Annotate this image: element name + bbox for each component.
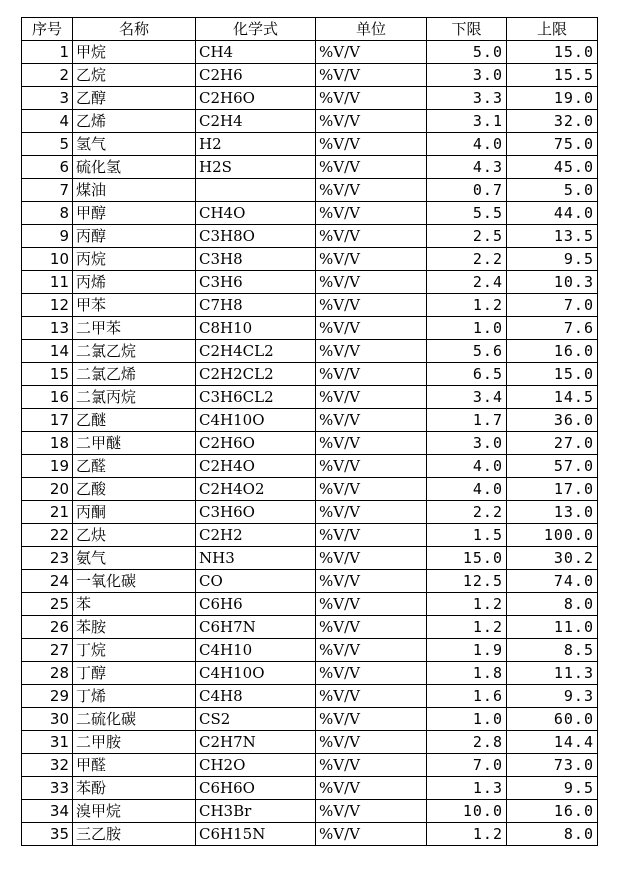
row-unit-cell: %V/V — [316, 294, 427, 317]
row-lower-limit-cell: 1.5 — [427, 524, 507, 547]
row-unit-cell: %V/V — [316, 363, 427, 386]
row-name-cell: 苯 — [73, 593, 196, 616]
row-lower-limit-cell: 3.0 — [427, 432, 507, 455]
row-formula-cell: C6H6 — [196, 593, 316, 616]
row-unit-cell: %V/V — [316, 432, 427, 455]
header-cell-unit: 单位 — [316, 18, 427, 41]
row-index-cell: 11 — [22, 271, 73, 294]
row-index-cell: 14 — [22, 340, 73, 363]
header-row — [22, 18, 598, 41]
row-index-cell: 35 — [22, 823, 73, 846]
row-name-cell: 乙醛 — [73, 455, 196, 478]
row-index-cell: 10 — [22, 248, 73, 271]
row-index-cell: 25 — [22, 593, 73, 616]
row-formula-cell: C4H10O — [196, 409, 316, 432]
row-name-cell: 二甲苯 — [73, 317, 196, 340]
row-name-cell: 乙醇 — [73, 87, 196, 110]
row-upper-limit-cell: 15.0 — [507, 363, 598, 386]
table-row — [22, 478, 598, 501]
row-index-cell: 7 — [22, 179, 73, 202]
row-formula-cell: NH3 — [196, 547, 316, 570]
header-cell-lower-limit: 下限 — [427, 18, 507, 41]
row-name-cell: 甲苯 — [73, 294, 196, 317]
row-unit-cell: %V/V — [316, 731, 427, 754]
table-row — [22, 409, 598, 432]
row-index-cell: 29 — [22, 685, 73, 708]
row-index-cell: 8 — [22, 202, 73, 225]
row-formula-cell: C2H7N — [196, 731, 316, 754]
row-name-cell: 甲醇 — [73, 202, 196, 225]
row-lower-limit-cell: 4.0 — [427, 455, 507, 478]
row-unit-cell: %V/V — [316, 662, 427, 685]
row-name-cell: 氨气 — [73, 547, 196, 570]
table-row — [22, 616, 598, 639]
row-lower-limit-cell: 1.8 — [427, 662, 507, 685]
row-lower-limit-cell: 3.1 — [427, 110, 507, 133]
table-row — [22, 386, 598, 409]
row-index-cell: 23 — [22, 547, 73, 570]
table-row — [22, 524, 598, 547]
row-upper-limit-cell: 60.0 — [507, 708, 598, 731]
table-row — [22, 363, 598, 386]
row-unit-cell: %V/V — [316, 639, 427, 662]
row-formula-cell: C4H10O — [196, 662, 316, 685]
row-index-cell: 16 — [22, 386, 73, 409]
row-unit-cell: %V/V — [316, 570, 427, 593]
header-cell-upper-limit: 上限 — [507, 18, 598, 41]
row-formula-cell: C2H4CL2 — [196, 340, 316, 363]
row-name-cell: 甲烷 — [73, 41, 196, 64]
header-cell-formula: 化学式 — [196, 18, 316, 41]
row-unit-cell: %V/V — [316, 87, 427, 110]
row-name-cell: 丁醇 — [73, 662, 196, 685]
table-row — [22, 593, 598, 616]
row-index-cell: 2 — [22, 64, 73, 87]
table-row — [22, 754, 598, 777]
row-upper-limit-cell: 13.0 — [507, 501, 598, 524]
row-formula-cell: C8H10 — [196, 317, 316, 340]
row-name-cell: 乙炔 — [73, 524, 196, 547]
row-formula-cell: CH4 — [196, 41, 316, 64]
table-row — [22, 271, 598, 294]
row-unit-cell: %V/V — [316, 754, 427, 777]
row-name-cell: 乙烷 — [73, 64, 196, 87]
row-lower-limit-cell: 5.6 — [427, 340, 507, 363]
row-name-cell: 二甲醚 — [73, 432, 196, 455]
row-index-cell: 18 — [22, 432, 73, 455]
row-name-cell: 二氯丙烷 — [73, 386, 196, 409]
row-lower-limit-cell: 1.7 — [427, 409, 507, 432]
row-unit-cell: %V/V — [316, 823, 427, 846]
row-lower-limit-cell: 2.4 — [427, 271, 507, 294]
row-index-cell: 32 — [22, 754, 73, 777]
table-row — [22, 110, 598, 133]
row-index-cell: 17 — [22, 409, 73, 432]
row-unit-cell: %V/V — [316, 616, 427, 639]
table-row — [22, 225, 598, 248]
row-upper-limit-cell: 7.6 — [507, 317, 598, 340]
row-name-cell: 丁烯 — [73, 685, 196, 708]
row-formula-cell: C3H8O — [196, 225, 316, 248]
row-lower-limit-cell: 2.5 — [427, 225, 507, 248]
row-lower-limit-cell: 5.0 — [427, 41, 507, 64]
row-name-cell: 二甲胺 — [73, 731, 196, 754]
row-lower-limit-cell: 1.3 — [427, 777, 507, 800]
row-upper-limit-cell: 73.0 — [507, 754, 598, 777]
row-lower-limit-cell: 1.2 — [427, 593, 507, 616]
row-lower-limit-cell: 3.3 — [427, 87, 507, 110]
table-row — [22, 248, 598, 271]
table-row — [22, 156, 598, 179]
row-lower-limit-cell: 7.0 — [427, 754, 507, 777]
table-row — [22, 800, 598, 823]
row-index-cell: 31 — [22, 731, 73, 754]
row-name-cell: 乙醚 — [73, 409, 196, 432]
row-upper-limit-cell: 5.0 — [507, 179, 598, 202]
row-formula-cell: C3H6CL2 — [196, 386, 316, 409]
row-name-cell: 丁烷 — [73, 639, 196, 662]
row-name-cell: 丙烯 — [73, 271, 196, 294]
row-upper-limit-cell: 9.5 — [507, 777, 598, 800]
row-formula-cell: C2H6O — [196, 87, 316, 110]
row-formula-cell: C6H6O — [196, 777, 316, 800]
row-index-cell: 21 — [22, 501, 73, 524]
row-formula-cell: H2S — [196, 156, 316, 179]
row-index-cell: 15 — [22, 363, 73, 386]
row-name-cell: 二硫化碳 — [73, 708, 196, 731]
row-index-cell: 3 — [22, 87, 73, 110]
row-index-cell: 6 — [22, 156, 73, 179]
row-upper-limit-cell: 36.0 — [507, 409, 598, 432]
row-unit-cell: %V/V — [316, 501, 427, 524]
row-index-cell: 5 — [22, 133, 73, 156]
row-index-cell: 30 — [22, 708, 73, 731]
row-name-cell: 甲醛 — [73, 754, 196, 777]
table-row — [22, 294, 598, 317]
row-name-cell: 煤油 — [73, 179, 196, 202]
row-formula-cell: C4H10 — [196, 639, 316, 662]
row-upper-limit-cell: 57.0 — [507, 455, 598, 478]
row-unit-cell: %V/V — [316, 547, 427, 570]
row-lower-limit-cell: 2.2 — [427, 248, 507, 271]
table-row — [22, 317, 598, 340]
row-formula-cell: C2H6O — [196, 432, 316, 455]
row-unit-cell: %V/V — [316, 478, 427, 501]
row-lower-limit-cell: 1.0 — [427, 708, 507, 731]
row-index-cell: 13 — [22, 317, 73, 340]
table-row — [22, 432, 598, 455]
table-row — [22, 455, 598, 478]
row-formula-cell: C3H6 — [196, 271, 316, 294]
row-upper-limit-cell: 8.0 — [507, 593, 598, 616]
table-row — [22, 777, 598, 800]
row-unit-cell: %V/V — [316, 800, 427, 823]
row-unit-cell: %V/V — [316, 455, 427, 478]
row-formula-cell: C2H6 — [196, 64, 316, 87]
row-lower-limit-cell: 12.5 — [427, 570, 507, 593]
table-row — [22, 731, 598, 754]
row-index-cell: 28 — [22, 662, 73, 685]
row-lower-limit-cell: 3.0 — [427, 64, 507, 87]
row-upper-limit-cell: 15.0 — [507, 41, 598, 64]
row-index-cell: 19 — [22, 455, 73, 478]
table-row — [22, 340, 598, 363]
row-lower-limit-cell: 1.2 — [427, 823, 507, 846]
row-formula-cell: C7H8 — [196, 294, 316, 317]
row-name-cell: 苯酚 — [73, 777, 196, 800]
row-name-cell: 三乙胺 — [73, 823, 196, 846]
row-unit-cell: %V/V — [316, 271, 427, 294]
header-cell-name: 名称 — [73, 18, 196, 41]
row-name-cell: 氢气 — [73, 133, 196, 156]
row-lower-limit-cell: 1.2 — [427, 616, 507, 639]
row-formula-cell: C2H4 — [196, 110, 316, 133]
row-upper-limit-cell: 8.0 — [507, 823, 598, 846]
row-unit-cell: %V/V — [316, 64, 427, 87]
row-upper-limit-cell: 45.0 — [507, 156, 598, 179]
table-row — [22, 501, 598, 524]
table-body — [22, 41, 598, 846]
row-unit-cell: %V/V — [316, 777, 427, 800]
row-unit-cell: %V/V — [316, 409, 427, 432]
row-formula-cell: CS2 — [196, 708, 316, 731]
row-upper-limit-cell: 32.0 — [507, 110, 598, 133]
row-name-cell: 乙酸 — [73, 478, 196, 501]
row-lower-limit-cell: 2.8 — [427, 731, 507, 754]
row-index-cell: 4 — [22, 110, 73, 133]
row-formula-cell: CO — [196, 570, 316, 593]
row-upper-limit-cell: 17.0 — [507, 478, 598, 501]
row-formula-cell: C3H6O — [196, 501, 316, 524]
row-unit-cell: %V/V — [316, 340, 427, 363]
row-formula-cell: CH2O — [196, 754, 316, 777]
row-formula-cell: C4H8 — [196, 685, 316, 708]
row-lower-limit-cell: 4.0 — [427, 133, 507, 156]
row-unit-cell: %V/V — [316, 248, 427, 271]
row-name-cell: 硫化氢 — [73, 156, 196, 179]
row-formula-cell: C3H8 — [196, 248, 316, 271]
row-upper-limit-cell: 19.0 — [507, 87, 598, 110]
row-lower-limit-cell: 1.0 — [427, 317, 507, 340]
row-name-cell: 二氯乙烯 — [73, 363, 196, 386]
row-unit-cell: %V/V — [316, 685, 427, 708]
row-unit-cell: %V/V — [316, 110, 427, 133]
row-name-cell: 乙烯 — [73, 110, 196, 133]
row-upper-limit-cell: 9.5 — [507, 248, 598, 271]
header-cell-index: 序号 — [22, 18, 73, 41]
row-index-cell: 34 — [22, 800, 73, 823]
row-unit-cell: %V/V — [316, 317, 427, 340]
row-lower-limit-cell: 10.0 — [427, 800, 507, 823]
row-index-cell: 24 — [22, 570, 73, 593]
row-upper-limit-cell: 75.0 — [507, 133, 598, 156]
table-row — [22, 64, 598, 87]
row-index-cell: 33 — [22, 777, 73, 800]
row-lower-limit-cell: 0.7 — [427, 179, 507, 202]
row-name-cell: 丙醇 — [73, 225, 196, 248]
row-unit-cell: %V/V — [316, 133, 427, 156]
row-upper-limit-cell: 11.3 — [507, 662, 598, 685]
row-formula-cell: C6H15N — [196, 823, 316, 846]
row-unit-cell: %V/V — [316, 524, 427, 547]
row-index-cell: 1 — [22, 41, 73, 64]
row-index-cell: 9 — [22, 225, 73, 248]
row-upper-limit-cell: 16.0 — [507, 800, 598, 823]
row-upper-limit-cell: 13.5 — [507, 225, 598, 248]
row-unit-cell: %V/V — [316, 202, 427, 225]
row-formula-cell: C2H2 — [196, 524, 316, 547]
row-formula-cell: C6H7N — [196, 616, 316, 639]
row-name-cell: 一氧化碳 — [73, 570, 196, 593]
row-lower-limit-cell: 4.3 — [427, 156, 507, 179]
row-index-cell: 20 — [22, 478, 73, 501]
row-lower-limit-cell: 1.2 — [427, 294, 507, 317]
row-upper-limit-cell: 9.3 — [507, 685, 598, 708]
row-unit-cell: %V/V — [316, 386, 427, 409]
row-upper-limit-cell: 44.0 — [507, 202, 598, 225]
table-row — [22, 179, 598, 202]
table-row — [22, 547, 598, 570]
row-unit-cell: %V/V — [316, 41, 427, 64]
row-lower-limit-cell: 3.4 — [427, 386, 507, 409]
row-upper-limit-cell: 30.2 — [507, 547, 598, 570]
gas-explosion-limits-table — [21, 17, 598, 846]
row-upper-limit-cell: 74.0 — [507, 570, 598, 593]
row-index-cell: 26 — [22, 616, 73, 639]
table-row — [22, 202, 598, 225]
row-formula-cell: H2 — [196, 133, 316, 156]
row-upper-limit-cell: 16.0 — [507, 340, 598, 363]
row-index-cell: 22 — [22, 524, 73, 547]
row-index-cell: 12 — [22, 294, 73, 317]
row-lower-limit-cell: 2.2 — [427, 501, 507, 524]
table-row — [22, 685, 598, 708]
table-row — [22, 570, 598, 593]
row-lower-limit-cell: 4.0 — [427, 478, 507, 501]
row-upper-limit-cell: 11.0 — [507, 616, 598, 639]
table-row — [22, 823, 598, 846]
row-name-cell: 苯胺 — [73, 616, 196, 639]
row-unit-cell: %V/V — [316, 593, 427, 616]
row-formula-cell: C2H4O2 — [196, 478, 316, 501]
row-upper-limit-cell: 7.0 — [507, 294, 598, 317]
table-row — [22, 87, 598, 110]
table-row — [22, 662, 598, 685]
row-formula-cell: CH3Br — [196, 800, 316, 823]
row-unit-cell: %V/V — [316, 156, 427, 179]
row-lower-limit-cell: 6.5 — [427, 363, 507, 386]
table-row — [22, 708, 598, 731]
row-unit-cell: %V/V — [316, 708, 427, 731]
row-formula-cell: C2H2CL2 — [196, 363, 316, 386]
row-upper-limit-cell: 8.5 — [507, 639, 598, 662]
table-row — [22, 133, 598, 156]
table-row — [22, 639, 598, 662]
row-upper-limit-cell: 15.5 — [507, 64, 598, 87]
row-upper-limit-cell: 100.0 — [507, 524, 598, 547]
table-row — [22, 41, 598, 64]
row-upper-limit-cell: 10.3 — [507, 271, 598, 294]
row-name-cell: 溴甲烷 — [73, 800, 196, 823]
row-formula-cell: CH4O — [196, 202, 316, 225]
row-lower-limit-cell: 5.5 — [427, 202, 507, 225]
row-upper-limit-cell: 27.0 — [507, 432, 598, 455]
row-unit-cell: %V/V — [316, 225, 427, 248]
row-name-cell: 丙酮 — [73, 501, 196, 524]
row-upper-limit-cell: 14.4 — [507, 731, 598, 754]
row-upper-limit-cell: 14.5 — [507, 386, 598, 409]
row-name-cell: 二氯乙烷 — [73, 340, 196, 363]
row-formula-cell: C2H4O — [196, 455, 316, 478]
row-lower-limit-cell: 1.6 — [427, 685, 507, 708]
row-formula-cell — [196, 179, 316, 202]
row-name-cell: 丙烷 — [73, 248, 196, 271]
row-lower-limit-cell: 15.0 — [427, 547, 507, 570]
row-index-cell: 27 — [22, 639, 73, 662]
row-lower-limit-cell: 1.9 — [427, 639, 507, 662]
row-unit-cell: %V/V — [316, 179, 427, 202]
